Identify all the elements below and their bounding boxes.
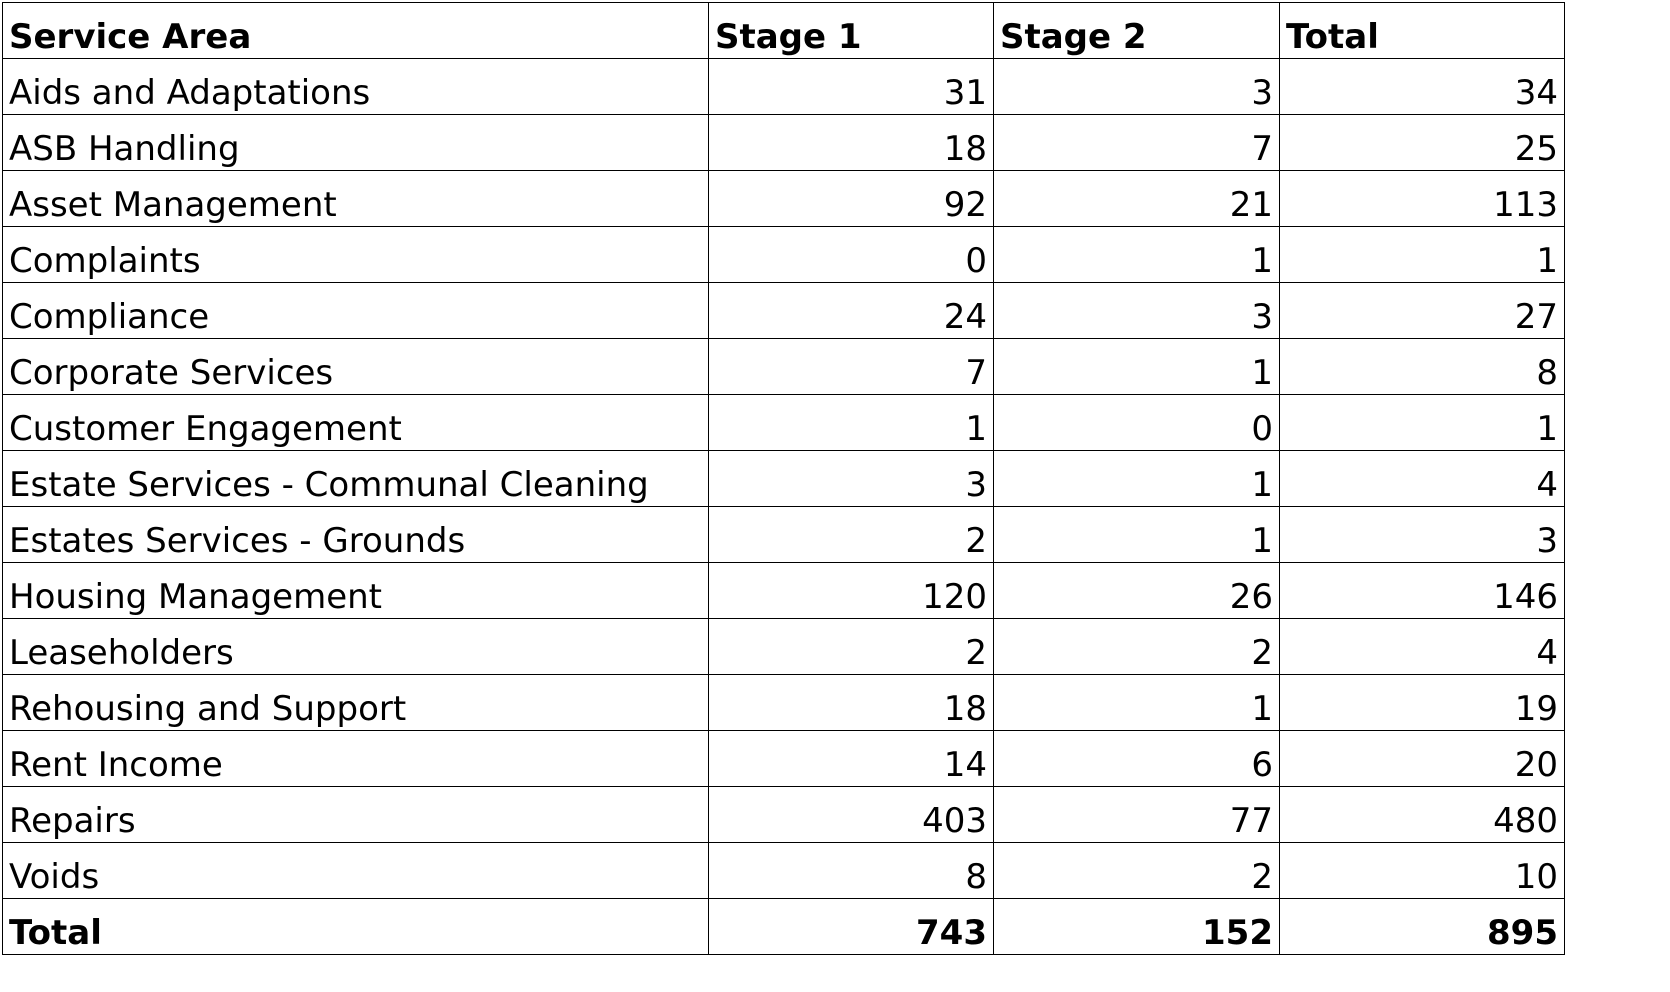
header-stage-1: Stage 1 [709, 3, 994, 59]
cell-service-area: Estate Services - Communal Cleaning [3, 451, 709, 507]
cell-stage-1: 92 [709, 171, 994, 227]
cell-service-area: Complaints [3, 227, 709, 283]
cell-total: 146 [1280, 563, 1565, 619]
cell-total: 113 [1280, 171, 1565, 227]
cell-total: 8 [1280, 339, 1565, 395]
table-row [3, 283, 1565, 339]
cell-stage-2: 1 [994, 451, 1280, 507]
table-row [3, 507, 1565, 563]
cell-stage-2: 26 [994, 563, 1280, 619]
cell-stage-1: 403 [709, 787, 994, 843]
cell-stage-2: 0 [994, 395, 1280, 451]
table-row [3, 451, 1565, 507]
table-row [3, 787, 1565, 843]
cell-total: 34 [1280, 59, 1565, 115]
table-row [3, 59, 1565, 115]
cell-stage-1: 0 [709, 227, 994, 283]
cell-service-area: Rent Income [3, 731, 709, 787]
header-service-area: Service Area [3, 3, 709, 59]
cell-stage-2: 1 [994, 507, 1280, 563]
table-row [3, 843, 1565, 899]
cell-stage-1: 8 [709, 843, 994, 899]
cell-stage-1: 3 [709, 451, 994, 507]
cell-service-area: Asset Management [3, 171, 709, 227]
header-row [3, 3, 1565, 59]
table-row [3, 563, 1565, 619]
cell-service-area: Customer Engagement [3, 395, 709, 451]
cell-service-area: Voids [3, 843, 709, 899]
cell-stage-2: 2 [994, 619, 1280, 675]
cell-stage-1: 24 [709, 283, 994, 339]
header-total: Total [1280, 3, 1565, 59]
cell-total: 19 [1280, 675, 1565, 731]
cell-stage-2: 6 [994, 731, 1280, 787]
cell-total: 480 [1280, 787, 1565, 843]
cell-stage-2: 3 [994, 59, 1280, 115]
table-row [3, 339, 1565, 395]
cell-stage-2: 21 [994, 171, 1280, 227]
totals-total: 895 [1280, 899, 1565, 955]
table-row [3, 115, 1565, 171]
cell-service-area: Compliance [3, 283, 709, 339]
cell-total: 3 [1280, 507, 1565, 563]
cell-stage-1: 14 [709, 731, 994, 787]
header-stage-2: Stage 2 [994, 3, 1280, 59]
cell-stage-1: 31 [709, 59, 994, 115]
cell-total: 1 [1280, 395, 1565, 451]
cell-stage-2: 2 [994, 843, 1280, 899]
cell-service-area: Repairs [3, 787, 709, 843]
cell-stage-2: 1 [994, 227, 1280, 283]
cell-stage-1: 18 [709, 115, 994, 171]
table-body [3, 59, 1565, 899]
table-row [3, 675, 1565, 731]
cell-total: 20 [1280, 731, 1565, 787]
cell-service-area: Rehousing and Support [3, 675, 709, 731]
cell-stage-2: 7 [994, 115, 1280, 171]
table-row [3, 395, 1565, 451]
cell-stage-1: 7 [709, 339, 994, 395]
cell-stage-1: 2 [709, 507, 994, 563]
cell-stage-2: 3 [994, 283, 1280, 339]
totals-stage-2: 152 [994, 899, 1280, 955]
cell-service-area: Estates Services - Grounds [3, 507, 709, 563]
cell-service-area: Aids and Adaptations [3, 59, 709, 115]
cell-total: 1 [1280, 227, 1565, 283]
cell-stage-2: 77 [994, 787, 1280, 843]
cell-total: 27 [1280, 283, 1565, 339]
table-row [3, 171, 1565, 227]
cell-service-area: ASB Handling [3, 115, 709, 171]
cell-stage-1: 18 [709, 675, 994, 731]
cell-service-area: Housing Management [3, 563, 709, 619]
cell-stage-2: 1 [994, 675, 1280, 731]
cell-total: 10 [1280, 843, 1565, 899]
cell-service-area: Corporate Services [3, 339, 709, 395]
table-row [3, 619, 1565, 675]
totals-label: Total [3, 899, 709, 955]
cell-total: 25 [1280, 115, 1565, 171]
cell-stage-1: 1 [709, 395, 994, 451]
totals-row [3, 899, 1565, 955]
table-row [3, 731, 1565, 787]
cell-total: 4 [1280, 619, 1565, 675]
table-row [3, 227, 1565, 283]
service-area-table [2, 2, 1565, 955]
cell-stage-1: 2 [709, 619, 994, 675]
cell-stage-2: 1 [994, 339, 1280, 395]
totals-stage-1: 743 [709, 899, 994, 955]
cell-total: 4 [1280, 451, 1565, 507]
cell-stage-1: 120 [709, 563, 994, 619]
cell-service-area: Leaseholders [3, 619, 709, 675]
